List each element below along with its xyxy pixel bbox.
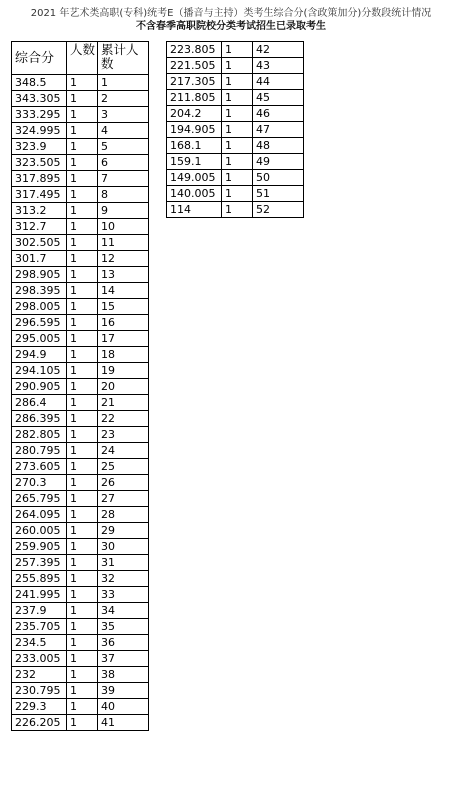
cumulative-cell: 35 [98,619,149,635]
table-row [167,122,304,138]
table-row [12,587,149,603]
table-row [12,603,149,619]
score-cell: 324.995 [12,123,67,139]
count-cell: 1 [67,123,98,139]
score-cell: 323.505 [12,155,67,171]
table-row [12,283,149,299]
count-cell: 1 [67,667,98,683]
count-cell: 1 [67,635,98,651]
column-header-cumulative: 累计人数 [98,42,149,75]
table-row [167,202,304,218]
score-cell: 234.5 [12,635,67,651]
column-header-count: 人数 [67,42,98,75]
table-row [12,331,149,347]
score-cell: 312.7 [12,219,67,235]
score-cell: 280.795 [12,443,67,459]
score-cell: 241.995 [12,587,67,603]
score-cell: 149.005 [167,170,222,186]
table-row [12,251,149,267]
count-cell: 1 [67,347,98,363]
score-cell: 257.395 [12,555,67,571]
cumulative-cell: 23 [98,427,149,443]
cumulative-cell: 10 [98,219,149,235]
table-row [12,347,149,363]
score-cell: 235.705 [12,619,67,635]
score-cell: 290.905 [12,379,67,395]
cumulative-cell: 8 [98,187,149,203]
table-row [167,106,304,122]
count-cell: 1 [67,587,98,603]
cumulative-cell: 2 [98,91,149,107]
table-header-row [12,42,149,75]
score-table-left [11,41,149,731]
count-cell: 1 [67,171,98,187]
count-cell: 1 [222,202,253,218]
score-cell: 301.7 [12,251,67,267]
cumulative-cell: 7 [98,171,149,187]
table-row [12,507,149,523]
document-subtitle: 不含春季高职院校分类考试招生已录取考生 [136,21,326,32]
score-table-right [166,41,304,218]
count-cell: 1 [67,283,98,299]
cumulative-cell: 32 [98,571,149,587]
table-row [12,411,149,427]
count-cell: 1 [67,651,98,667]
cumulative-cell: 40 [98,699,149,715]
cumulative-cell: 20 [98,379,149,395]
count-cell: 1 [222,106,253,122]
score-cell: 204.2 [167,106,222,122]
score-cell: 226.205 [12,715,67,731]
cumulative-cell: 34 [98,603,149,619]
score-cell: 140.005 [167,186,222,202]
cumulative-cell: 39 [98,683,149,699]
score-cell: 168.1 [167,138,222,154]
cumulative-cell: 43 [253,58,304,74]
score-cell: 114 [167,202,222,218]
count-cell: 1 [222,154,253,170]
count-cell: 1 [67,491,98,507]
count-cell: 1 [67,699,98,715]
score-cell: 159.1 [167,154,222,170]
count-cell: 1 [67,475,98,491]
cumulative-cell: 28 [98,507,149,523]
count-cell: 1 [67,379,98,395]
table-row [12,651,149,667]
count-cell: 1 [222,170,253,186]
cumulative-cell: 51 [253,186,304,202]
count-cell: 1 [67,299,98,315]
count-cell: 1 [67,683,98,699]
cumulative-cell: 15 [98,299,149,315]
table-row [12,363,149,379]
cumulative-cell: 5 [98,139,149,155]
cumulative-cell: 11 [98,235,149,251]
cumulative-cell: 49 [253,154,304,170]
table-row [12,299,149,315]
table-row [12,715,149,731]
cumulative-cell: 22 [98,411,149,427]
count-cell: 1 [67,187,98,203]
cumulative-cell: 48 [253,138,304,154]
count-cell: 1 [67,315,98,331]
table-row [167,154,304,170]
table-row [12,699,149,715]
score-cell: 348.5 [12,75,67,91]
cumulative-cell: 26 [98,475,149,491]
count-cell: 1 [222,42,253,58]
score-cell: 194.905 [167,122,222,138]
score-cell: 298.905 [12,267,67,283]
cumulative-cell: 12 [98,251,149,267]
count-cell: 1 [67,523,98,539]
score-cell: 286.4 [12,395,67,411]
count-cell: 1 [67,235,98,251]
table-row [12,555,149,571]
score-cell: 333.295 [12,107,67,123]
table-row [12,459,149,475]
table-row [167,138,304,154]
score-cell: 233.005 [12,651,67,667]
cumulative-cell: 47 [253,122,304,138]
table-row [12,523,149,539]
score-cell: 295.005 [12,331,67,347]
cumulative-cell: 44 [253,74,304,90]
cumulative-cell: 30 [98,539,149,555]
score-cell: 286.395 [12,411,67,427]
cumulative-cell: 50 [253,170,304,186]
table-row [12,475,149,491]
table-row [167,58,304,74]
table-row [167,170,304,186]
score-cell: 211.805 [167,90,222,106]
score-cell: 264.095 [12,507,67,523]
column-header-score: 综合分 [12,42,67,75]
score-cell: 302.505 [12,235,67,251]
score-cell: 260.005 [12,523,67,539]
count-cell: 1 [67,427,98,443]
cumulative-cell: 46 [253,106,304,122]
count-cell: 1 [67,459,98,475]
count-cell: 1 [67,555,98,571]
table-row [12,139,149,155]
table-row [167,74,304,90]
table-row [12,187,149,203]
cumulative-cell: 41 [98,715,149,731]
cumulative-cell: 52 [253,202,304,218]
count-cell: 1 [67,395,98,411]
count-cell: 1 [67,571,98,587]
cumulative-cell: 4 [98,123,149,139]
table-row [12,683,149,699]
count-cell: 1 [67,251,98,267]
count-cell: 1 [67,443,98,459]
table-row [12,171,149,187]
count-cell: 1 [67,363,98,379]
cumulative-cell: 36 [98,635,149,651]
cumulative-cell: 14 [98,283,149,299]
count-cell: 1 [67,75,98,91]
score-cell: 317.495 [12,187,67,203]
table-row [12,155,149,171]
count-cell: 1 [222,138,253,154]
table-row [12,427,149,443]
score-cell: 221.505 [167,58,222,74]
score-cell: 230.795 [12,683,67,699]
count-cell: 1 [67,619,98,635]
cumulative-cell: 17 [98,331,149,347]
table-row [12,491,149,507]
score-cell: 217.305 [167,74,222,90]
count-cell: 1 [222,90,253,106]
cumulative-cell: 6 [98,155,149,171]
cumulative-cell: 9 [98,203,149,219]
score-cell: 265.795 [12,491,67,507]
table-row [12,315,149,331]
score-cell: 255.895 [12,571,67,587]
score-cell: 317.895 [12,171,67,187]
count-cell: 1 [67,411,98,427]
table-row [12,235,149,251]
table-row [12,635,149,651]
table-row [12,667,149,683]
cumulative-cell: 3 [98,107,149,123]
score-cell: 270.3 [12,475,67,491]
cumulative-cell: 21 [98,395,149,411]
score-cell: 229.3 [12,699,67,715]
score-cell: 343.305 [12,91,67,107]
cumulative-cell: 37 [98,651,149,667]
cumulative-cell: 19 [98,363,149,379]
score-cell: 296.595 [12,315,67,331]
document-title: 2021 年艺术类高职(专科)统考E（播音与主持）类考生综合分(含政策加分)分数段统计情况 [30,8,432,19]
score-cell: 237.9 [12,603,67,619]
cumulative-cell: 33 [98,587,149,603]
count-cell: 1 [67,715,98,731]
count-cell: 1 [67,91,98,107]
score-cell: 232 [12,667,67,683]
table-row [12,91,149,107]
table-row [167,186,304,202]
score-cell: 273.605 [12,459,67,475]
cumulative-cell: 31 [98,555,149,571]
table-row [12,539,149,555]
score-cell: 259.905 [12,539,67,555]
table-row [12,219,149,235]
cumulative-cell: 25 [98,459,149,475]
table-row [12,267,149,283]
count-cell: 1 [222,122,253,138]
count-cell: 1 [67,139,98,155]
count-cell: 1 [67,507,98,523]
table-row [12,203,149,219]
table-row [12,75,149,91]
score-cell: 294.9 [12,347,67,363]
table-row [12,619,149,635]
score-cell: 323.9 [12,139,67,155]
count-cell: 1 [222,58,253,74]
count-cell: 1 [67,219,98,235]
count-cell: 1 [67,603,98,619]
cumulative-cell: 16 [98,315,149,331]
score-cell: 298.395 [12,283,67,299]
count-cell: 1 [67,155,98,171]
table-row [12,443,149,459]
cumulative-cell: 27 [98,491,149,507]
score-cell: 223.805 [167,42,222,58]
table-row [12,107,149,123]
score-cell: 313.2 [12,203,67,219]
count-cell: 1 [222,186,253,202]
score-cell: 282.805 [12,427,67,443]
table-row [12,123,149,139]
count-cell: 1 [67,203,98,219]
score-cell: 298.005 [12,299,67,315]
table-row [12,379,149,395]
count-cell: 1 [67,331,98,347]
count-cell: 1 [67,539,98,555]
cumulative-cell: 18 [98,347,149,363]
cumulative-cell: 13 [98,267,149,283]
count-cell: 1 [67,107,98,123]
count-cell: 1 [222,74,253,90]
cumulative-cell: 29 [98,523,149,539]
cumulative-cell: 42 [253,42,304,58]
score-cell: 294.105 [12,363,67,379]
cumulative-cell: 24 [98,443,149,459]
table-row [12,571,149,587]
cumulative-cell: 38 [98,667,149,683]
count-cell: 1 [67,267,98,283]
cumulative-cell: 1 [98,75,149,91]
table-row [167,42,304,58]
table-row [167,90,304,106]
table-row [12,395,149,411]
cumulative-cell: 45 [253,90,304,106]
